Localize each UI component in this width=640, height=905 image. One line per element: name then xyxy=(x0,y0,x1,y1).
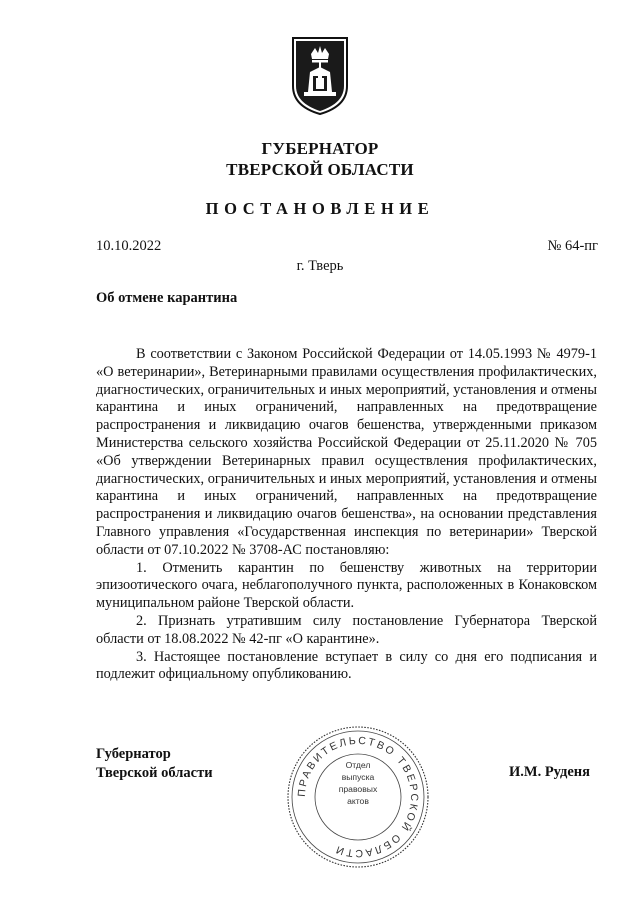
document-subject: Об отмене карантина xyxy=(96,290,238,306)
document-place: г. Тверь xyxy=(296,258,344,274)
signatory-name: И.М. Руденя xyxy=(508,764,590,780)
authority-title-line1: ГУБЕРНАТОР xyxy=(261,139,379,158)
clause-3: 3. Настоящее постановление вступает в силу со дня его подписания и подлежит официальному опубликованию. xyxy=(96,648,597,683)
clause-1: 1. Отменить карантин по бешенству животных на территории эпизоотического очага, неблагополучного пункта, расположенных в Конаковском муниципальном районе Тверской области. xyxy=(96,559,597,612)
authority-title-line2: ТВЕРСКОЙ ОБЛАСТИ xyxy=(226,160,414,179)
clause-2: 2. Признать утратившим силу постановление Губернатора Тверской области от 18.08.2022 № 42-пг «О карантине». xyxy=(96,612,597,647)
document-body xyxy=(96,346,597,684)
stamp-center-text: Отдел выпуска правовых актов xyxy=(338,760,378,806)
document-date: 10.10.2022 xyxy=(96,238,162,254)
document-number: № 64-пг xyxy=(547,238,598,254)
coat-of-arms-icon xyxy=(290,34,350,116)
signatory-title xyxy=(96,745,213,783)
preamble-paragraph: В соответствии с Законом Российской Федерации от 14.05.1993 № 4979-1 «О ветеринарии», Ветеринарными правилами осуществления профилактических, диагностических, ограничительных и иных мероприятий, установления и отмены карантина и иных ограничений, направленных на предотвращение распространения и ликвидацию очагов бешенства, утвержденными приказом Министерства сельского хозяйства Российской Федерации от 25.11.2020 № 705 «Об утверждении Ветеринарных правил осуществления профилактических, диагностических, ограничительных и иных мероприятий, установления и отмены карантина и иных ограничений, направленных на предотвращение распространения и ликвидацию очагов бешенства», на основании представления Главного управления «Государственная инспекция по ветеринарии» Тверской области от 07.10.2022 № 3708-АС постановляю: xyxy=(96,346,597,558)
stamp-ring-text: ПРАВИТЕЛЬСТВО ТВЕРСКОЙ ОБЛАСТИ xyxy=(295,734,421,860)
signatory-title-line2: Тверской области xyxy=(96,765,213,781)
signatory-title-line1: Губернатор xyxy=(96,746,171,762)
document-type: ПОСТАНОВЛЕНИЕ xyxy=(205,199,435,218)
